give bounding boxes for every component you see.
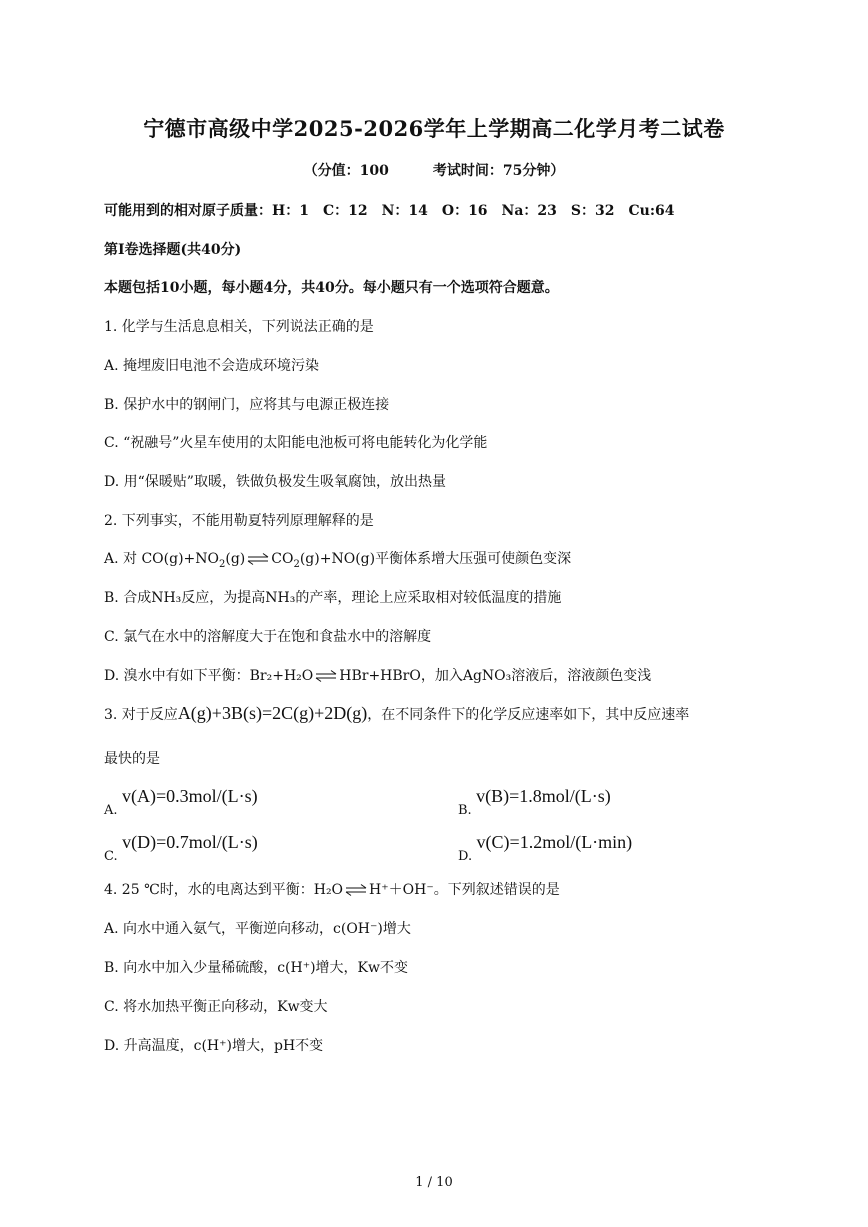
q4-option-a: A. 向水中通入氨气，平衡逆向移动，c(OH⁻)增大	[104, 921, 411, 937]
atomic-masses: 可能用到的相对原子质量：H：1 C：12 N：14 O：16 Na：23 S：32 Cu:64	[104, 203, 675, 219]
q1-stem: 1. 化学与生活息息相关，下列说法正确的是	[104, 319, 374, 335]
equilibrium-arrow-icon	[315, 670, 337, 682]
q2-option-a: A. 对 $CO(g)+NO_2(g)$ $CO_2(g)+NO(g)$平衡体系增大压强可使颜色变深	[104, 551, 572, 570]
q3-stem-line2: 最快的是	[104, 751, 160, 767]
equilibrium-arrow-icon	[247, 553, 269, 565]
time-info: 考试时间：75分钟）	[432, 163, 565, 179]
exam-title: 宁德市高级中学2025-2026学年上学期高二化学月考二试卷	[143, 116, 725, 141]
q4-option-c: C. 将水加热平衡正向移动，Kw变大	[104, 999, 328, 1015]
score-info: （分值：100	[303, 163, 389, 179]
page-number: 1 / 10	[415, 1175, 453, 1190]
q1-option-d: D. 用“保暖贴”取暖，铁做负极发生吸氧腐蚀，放出热量	[104, 474, 446, 490]
q1-option-b: B. 保护水中的钢闸门，应将其与电源正极连接	[104, 397, 390, 413]
q2-option-b: B. 合成NH₃反应，为提高NH₃的产率，理论上应采取相对较低温度的措施	[104, 590, 562, 606]
q3-option-d: D. v(C)=1.2mol/(L·min)	[458, 832, 633, 864]
q2-stem: 2. 下列事实，不能用勒夏特列原理解释的是	[104, 513, 374, 529]
q2-option-d: D. 溴水中有如下平衡：Br₂+H₂O HBr+HBrO，加入AgNO₃溶液后，溶液颜色变浅	[104, 668, 652, 684]
q3-stem: 3. 对于反应A(g)+3B(s)=2C(g)+2D(g)，在不同条件下的化学反应速率如下，其中反应速率	[104, 703, 690, 723]
q1-option-c: C. “祝融号”火星车使用的太阳能电池板可将电能转化为化学能	[104, 435, 488, 451]
q4-stem: 4. 25 ℃时，水的电离达到平衡：H₂O H⁺＋OH⁻。下列叙述错误的是	[104, 882, 560, 898]
q3-option-a: A. v(A)=0.3mol/(L·s)	[104, 786, 258, 818]
q2-option-c: C. 氯气在水中的溶解度大于在饱和食盐水中的溶解度	[104, 629, 432, 645]
section-title: 第Ⅰ卷选择题(共40分)	[104, 242, 242, 258]
q3-option-c: C. v(D)=0.7mol/(L·s)	[104, 832, 258, 864]
q3-option-b: B. v(B)=1.8mol/(L·s)	[458, 786, 611, 818]
section-instructions: 本题包括10小题，每小题4分，共40分。每小题只有一个选项符合题意。	[104, 280, 559, 296]
equilibrium-arrow-icon	[345, 884, 367, 896]
exam-subtitle	[0, 160, 868, 180]
q4-option-b: B. 向水中加入少量稀硫酸，c(H⁺)增大，Kw不变	[104, 960, 408, 976]
q4-option-d: D. 升高温度，c(H⁺)增大，pH不变	[104, 1038, 324, 1054]
q1-option-a: A. 掩埋废旧电池不会造成环境污染	[104, 358, 320, 374]
q3-reaction: A(g)+3B(s)=2C(g)+2D(g)	[177, 703, 368, 723]
